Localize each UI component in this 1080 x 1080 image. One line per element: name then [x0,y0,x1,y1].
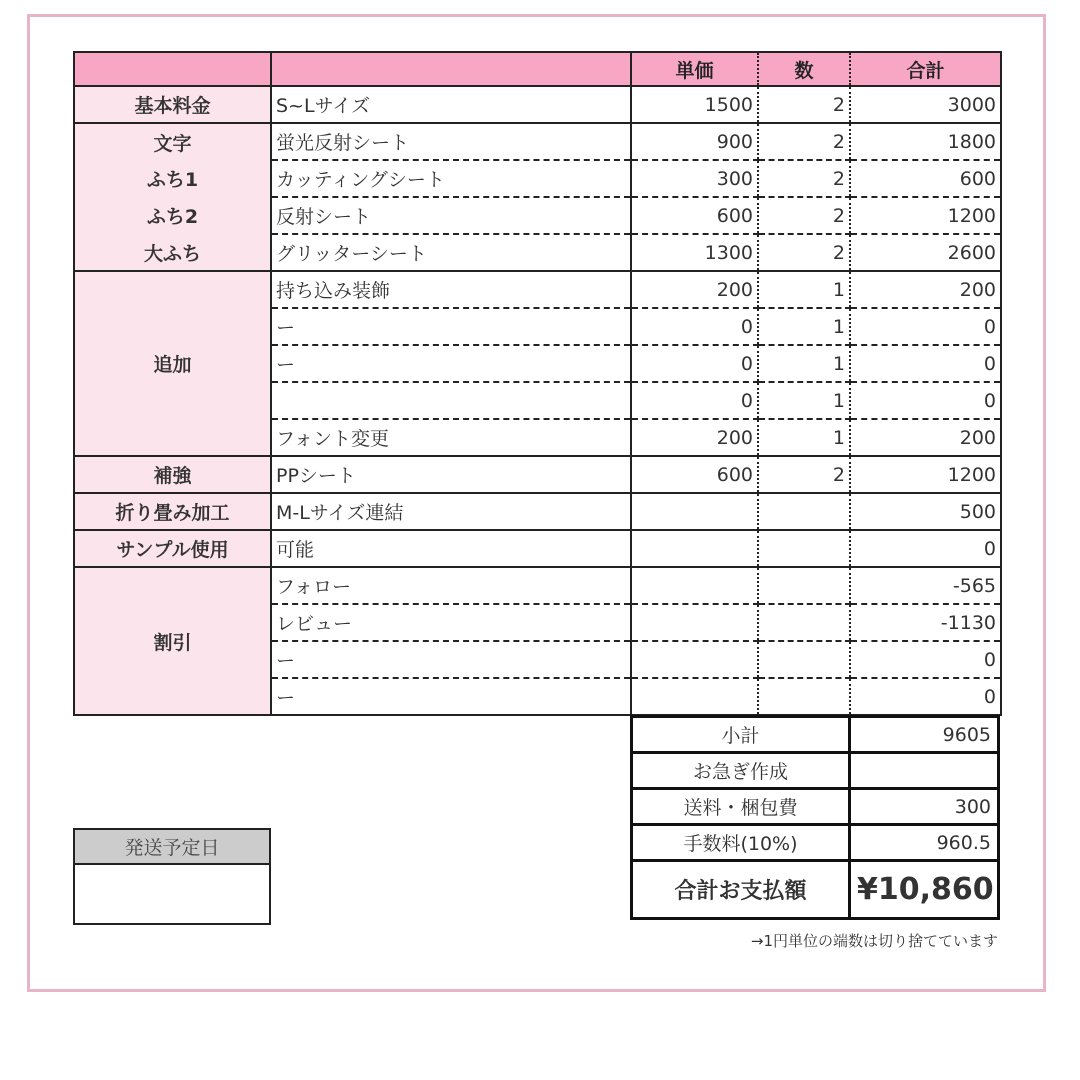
item-cell: フォロー [271,567,631,604]
item-cell: 可能 [271,530,631,567]
item-cell: M-Lサイズ連結 [271,493,631,530]
unit-price-cell [631,567,758,604]
item-cell: PPシート [271,456,631,493]
fee-label: 手数料(10%) [632,825,850,861]
item-cell: フォント変更 [271,419,631,456]
total-cell: 600 [850,160,1001,197]
table-row [74,197,1001,234]
table-row [74,271,1001,308]
total-cell: 1200 [850,456,1001,493]
shipping-date-value [74,864,270,924]
qty-cell: 2 [758,86,850,123]
total-cell: 200 [850,419,1001,456]
rush-value [850,753,999,789]
shipping-date-box [73,828,271,925]
table-row [74,160,1001,197]
total-cell: 0 [850,308,1001,345]
qty-cell: 1 [758,271,850,308]
item-cell: ー [271,678,631,715]
header-qty: 数 [758,52,850,86]
qty-cell: 1 [758,419,850,456]
fee-row [632,825,999,861]
qty-cell [758,604,850,641]
grand-total-label: 合計お支払額 [632,861,850,919]
unit-price-cell: 900 [631,123,758,160]
header-category [74,52,271,86]
category-cell: 補強 [74,456,271,493]
table-row [74,530,1001,567]
qty-cell [758,530,850,567]
shipping-label: 送料・梱包費 [632,789,850,825]
total-cell: 0 [850,382,1001,419]
shipping-date-label: 発送予定日 [74,829,270,864]
unit-price-cell: 0 [631,308,758,345]
category-cell: ふち1 [74,160,271,197]
table-row [74,493,1001,530]
qty-cell [758,641,850,678]
total-cell: 500 [850,493,1001,530]
qty-cell: 2 [758,197,850,234]
table-row [74,456,1001,493]
total-cell: 0 [850,345,1001,382]
category-cell: 文字 [74,123,271,160]
summary-table [630,715,1000,920]
qty-cell [758,567,850,604]
table-row [74,234,1001,271]
unit-price-cell: 300 [631,160,758,197]
table-row [74,567,1001,604]
unit-price-cell: 600 [631,197,758,234]
qty-cell [758,493,850,530]
rush-row [632,753,999,789]
qty-cell: 1 [758,382,850,419]
item-cell: S~Lサイズ [271,86,631,123]
total-cell: 3000 [850,86,1001,123]
qty-cell: 2 [758,160,850,197]
subtotal-value: 9605 [850,717,999,753]
unit-price-cell [631,604,758,641]
shipping-value: 300 [850,789,999,825]
category-cell: 割引 [74,567,271,715]
fee-value: 960.5 [850,825,999,861]
price-table [73,51,1002,716]
qty-cell: 1 [758,308,850,345]
total-cell: 1800 [850,123,1001,160]
unit-price-cell: 200 [631,271,758,308]
unit-price-cell: 0 [631,382,758,419]
unit-price-cell [631,530,758,567]
table-row [74,123,1001,160]
unit-price-cell [631,678,758,715]
header-unit-price: 単価 [631,52,758,86]
total-cell: 0 [850,678,1001,715]
item-cell [271,382,631,419]
total-cell: 0 [850,641,1001,678]
category-cell: 基本料金 [74,86,271,123]
item-cell: 蛍光反射シート [271,123,631,160]
category-cell: 折り畳み加工 [74,493,271,530]
unit-price-cell: 200 [631,419,758,456]
qty-cell: 1 [758,345,850,382]
total-cell: 2600 [850,234,1001,271]
item-cell: 反射シート [271,197,631,234]
unit-price-cell: 0 [631,345,758,382]
table-row [74,86,1001,123]
table-header [74,52,1001,86]
category-cell: サンプル使用 [74,530,271,567]
header-total: 合計 [850,52,1001,86]
unit-price-cell: 600 [631,456,758,493]
qty-cell: 2 [758,456,850,493]
unit-price-cell [631,493,758,530]
item-cell: レビュー [271,604,631,641]
shipping-row [632,789,999,825]
total-cell: -1130 [850,604,1001,641]
item-cell: ー [271,641,631,678]
rounding-note: →1円単位の端数は切り捨てています [750,932,998,950]
item-cell: カッティングシート [271,160,631,197]
qty-cell: 2 [758,123,850,160]
grand-total-row [632,861,999,919]
header-item [271,52,631,86]
category-cell: ふち2 [74,197,271,234]
subtotal-row [632,717,999,753]
unit-price-cell: 1300 [631,234,758,271]
subtotal-label: 小計 [632,717,850,753]
total-cell: 200 [850,271,1001,308]
total-cell: 1200 [850,197,1001,234]
item-cell: グリッターシート [271,234,631,271]
qty-cell [758,678,850,715]
category-cell: 大ふち [74,234,271,271]
item-cell: ー [271,308,631,345]
qty-cell: 2 [758,234,850,271]
unit-price-cell: 1500 [631,86,758,123]
grand-total-value: ¥10,860 [850,861,999,919]
unit-price-cell [631,641,758,678]
category-cell: 追加 [74,271,271,456]
total-cell: -565 [850,567,1001,604]
rush-label: お急ぎ作成 [632,753,850,789]
total-cell: 0 [850,530,1001,567]
item-cell: ー [271,345,631,382]
item-cell: 持ち込み装飾 [271,271,631,308]
